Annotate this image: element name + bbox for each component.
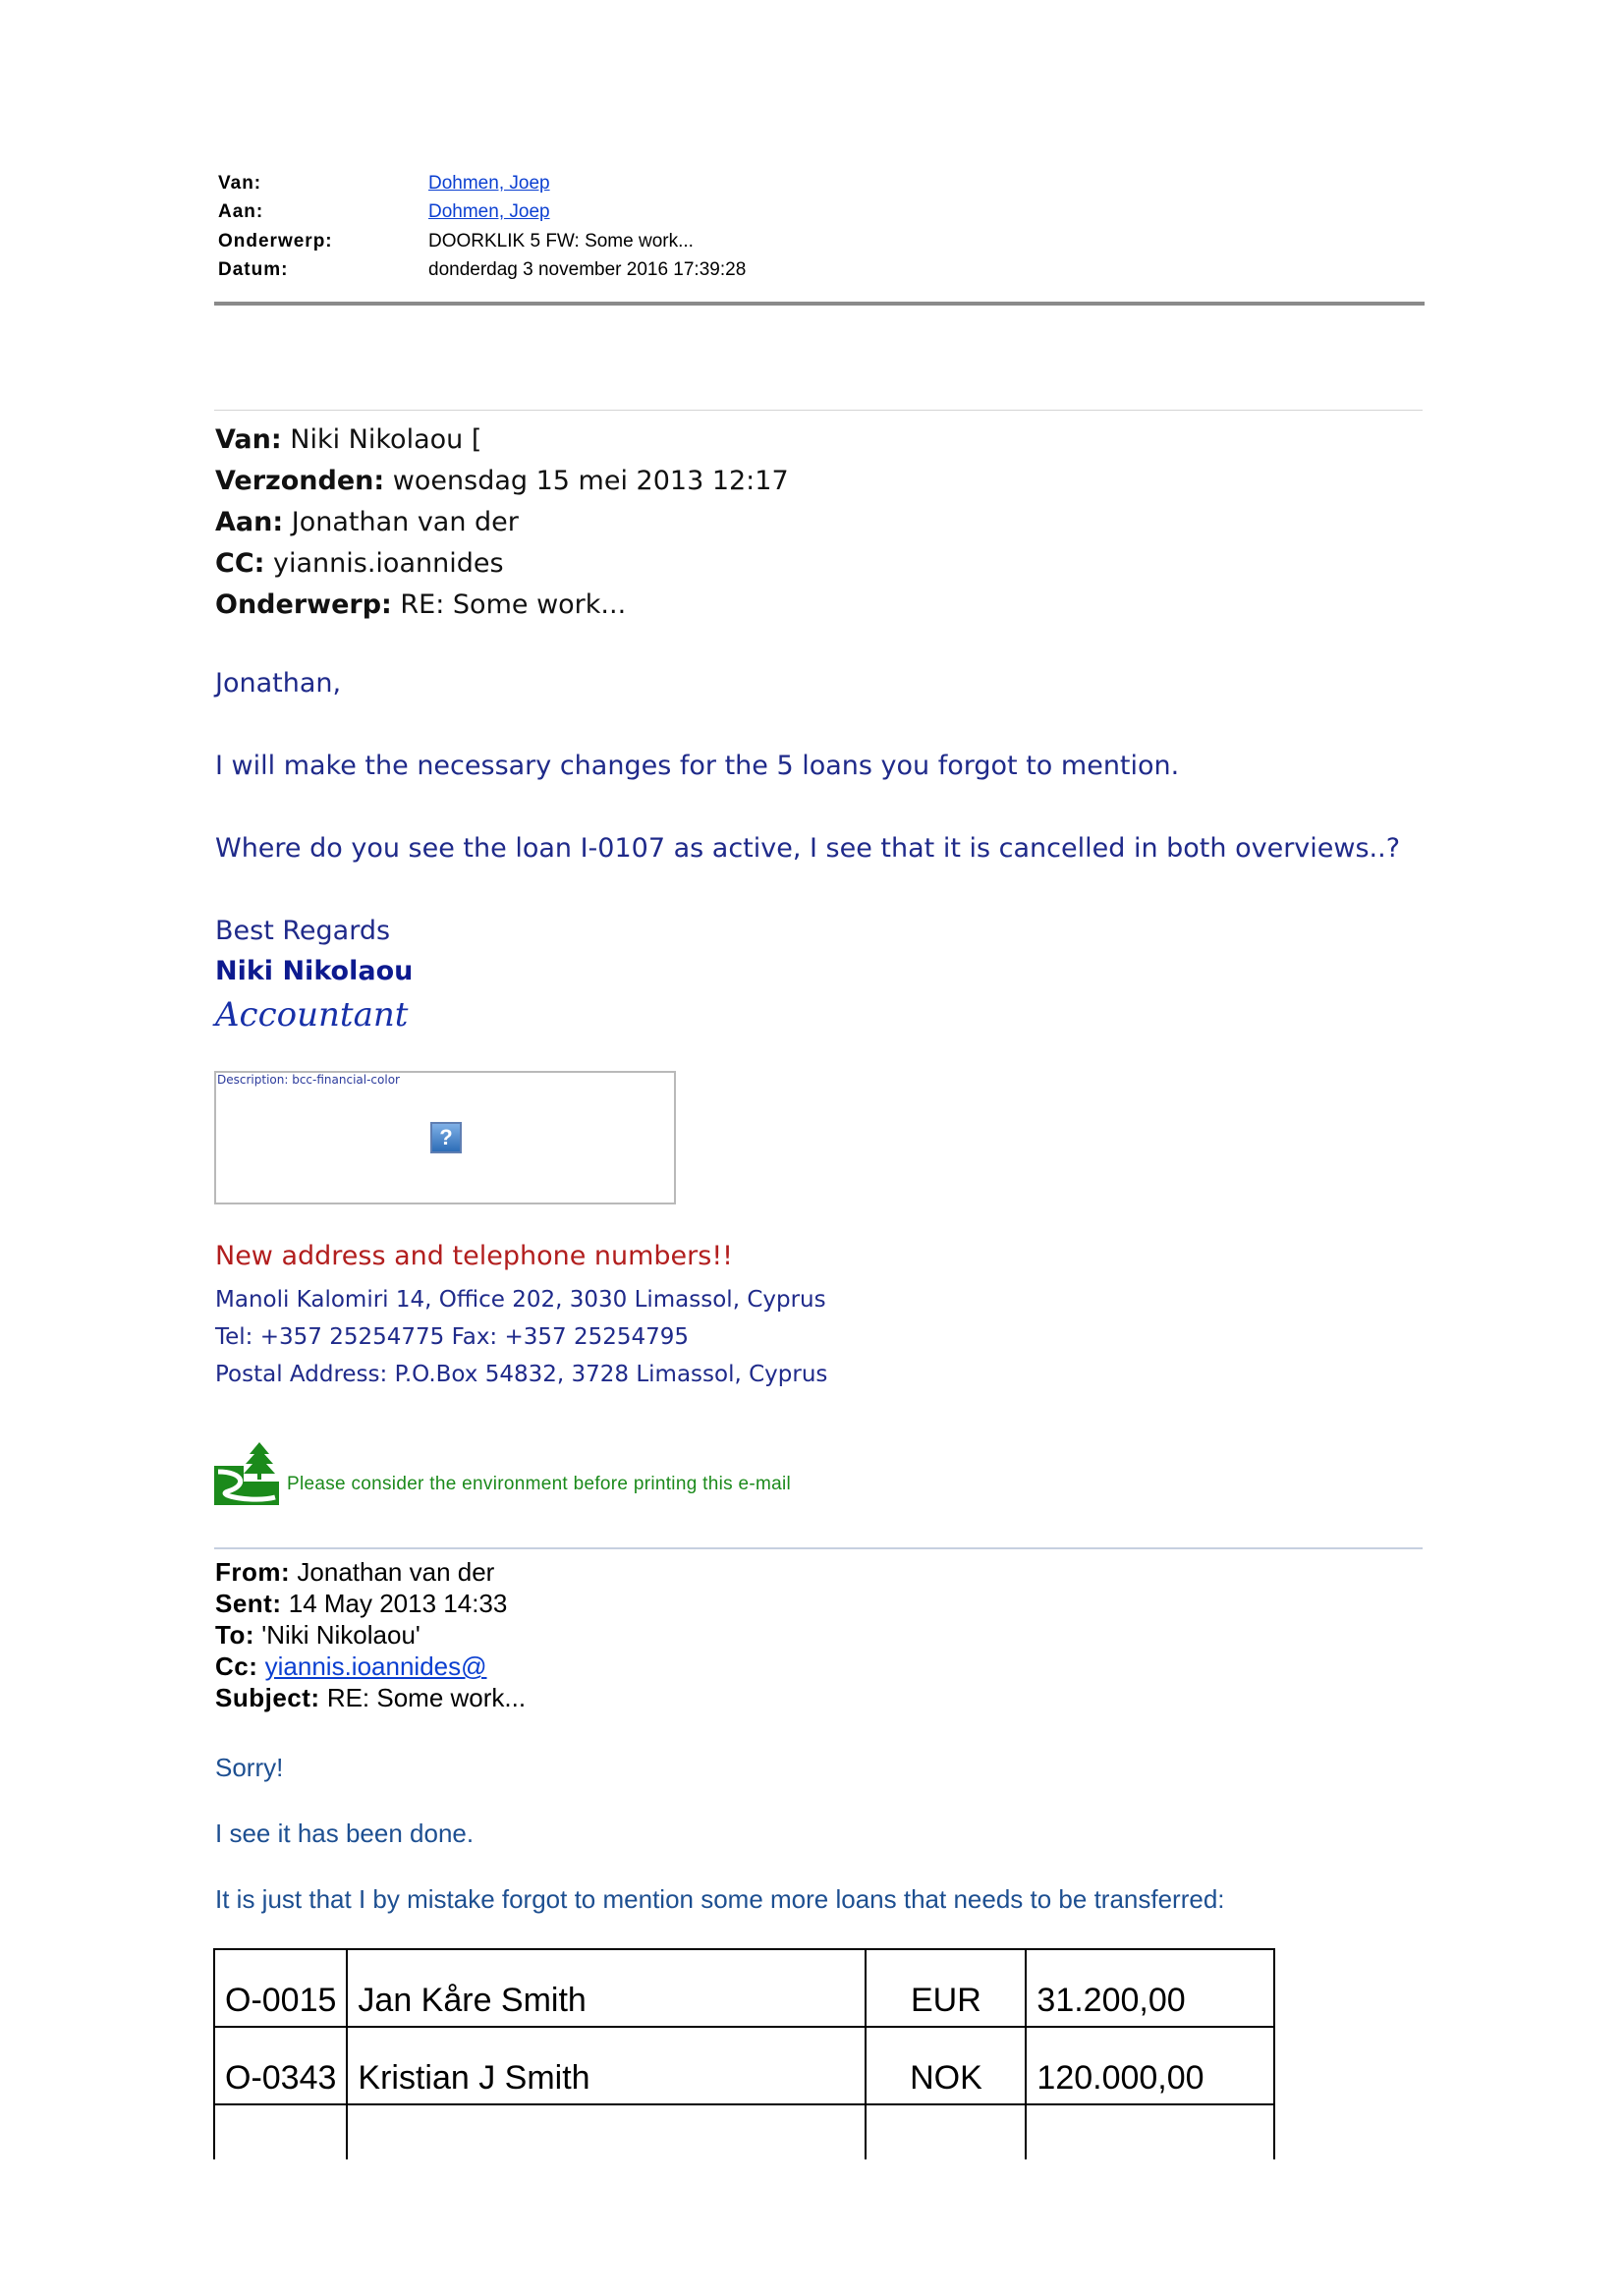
table-row <box>214 2027 1274 2104</box>
loan-id: O-0343 <box>214 2027 347 2104</box>
field-value: RE: Some work... <box>326 1683 527 1712</box>
field-label: Subject: <box>215 1683 320 1712</box>
reply-closing: Best Regards <box>215 916 391 946</box>
field-value: RE: Some work... <box>400 589 627 620</box>
header-label: Van: <box>218 173 262 194</box>
header-label: Datum: <box>218 259 289 280</box>
broken-image-question-icon: ? <box>430 1122 462 1153</box>
table-row <box>214 2104 1274 2159</box>
reply-field-cc <box>215 543 504 585</box>
postal-line: Postal Address: P.O.Box 54832, 3728 Limassol, Cyprus <box>215 1362 828 1387</box>
header-date-value: donderdag 3 november 2016 17:39:28 <box>428 259 747 280</box>
original-paragraph: It is just that I by mistake forgot to mention some more loans that needs to be transferred: <box>215 1884 1225 1914</box>
loan-currency <box>866 2104 1026 2159</box>
reply-field-subject <box>215 585 626 626</box>
original-field-subject <box>215 1682 526 1713</box>
loan-name: Kristian J Smith <box>347 2027 866 2104</box>
field-label: Aan: <box>215 507 284 537</box>
original-paragraph: I see it has been done. <box>215 1819 475 1848</box>
loan-id <box>214 2104 347 2159</box>
loan-id: O-0015 <box>214 1949 347 2027</box>
original-field-cc <box>215 1651 487 1682</box>
field-value: 'Niki Nikolaou' <box>261 1620 420 1650</box>
field-label: To: <box>215 1620 254 1650</box>
header-label: Aan: <box>218 201 264 222</box>
loan-name: Jan Kåre Smith <box>347 1949 866 2027</box>
header-subject-value: DOORKLIK 5 FW: Some work... <box>428 231 694 252</box>
loan-amount: 31.200,00 <box>1026 1949 1274 2027</box>
field-label: CC: <box>215 548 265 579</box>
header-label: Onderwerp: <box>218 231 333 252</box>
cc-email-link[interactable]: yiannis.ioannides@ <box>264 1651 487 1681</box>
field-value: yiannis.ioannides <box>273 548 504 579</box>
field-value: Jonathan van der <box>297 1557 495 1587</box>
original-paragraph: Sorry! <box>215 1753 284 1782</box>
original-divider <box>214 1547 1423 1549</box>
loan-currency: NOK <box>866 2027 1026 2104</box>
loan-amount: 120.000,00 <box>1026 2027 1274 2104</box>
loan-currency: EUR <box>866 1949 1026 2027</box>
field-value: Niki Nikolaou [ <box>290 424 482 455</box>
field-label: Cc: <box>215 1651 258 1681</box>
field-value: woensdag 15 mei 2013 12:17 <box>392 466 789 496</box>
loan-name <box>347 2104 866 2159</box>
table-row <box>214 1949 1274 2027</box>
reply-field-to <box>215 502 519 543</box>
reply-field-sent <box>215 461 789 502</box>
header-divider <box>214 302 1425 306</box>
reply-field-from <box>215 420 481 461</box>
signature-name: Niki Nikolaou <box>215 956 414 986</box>
address-line: Manoli Kalomiri 14, Office 202, 3030 Limassol, Cyprus <box>215 1287 826 1313</box>
tree-road-icon <box>214 1442 283 1505</box>
phone-line: Tel: +357 25254775 Fax: +357 25254795 <box>215 1324 690 1350</box>
environment-notice: Please consider the environment before printing this e-mail <box>287 1474 792 1494</box>
loans-table <box>213 1948 1275 2159</box>
field-label: Sent: <box>215 1589 282 1618</box>
loan-amount <box>1026 2104 1274 2159</box>
image-description: Description: bcc-financial-color <box>217 1073 400 1087</box>
signature-title: Accountant <box>215 995 409 1035</box>
original-field-to <box>215 1619 420 1651</box>
field-label: Verzonden: <box>215 466 385 496</box>
reply-paragraph: I will make the necessary changes for the 5 loans you forgot to mention. <box>215 751 1180 781</box>
original-field-from <box>215 1556 494 1588</box>
original-field-sent <box>215 1588 507 1619</box>
header-from-link[interactable]: Dohmen, Joep <box>428 173 550 194</box>
reply-divider <box>214 410 1423 411</box>
header-to-link[interactable]: Dohmen, Joep <box>428 201 550 222</box>
field-label: Onderwerp: <box>215 589 392 620</box>
company-logo-placeholder <box>214 1071 676 1204</box>
address-notice: New address and telephone numbers!! <box>215 1241 733 1271</box>
reply-paragraph: Where do you see the loan I-0107 as active, I see that it is cancelled in both overviews..? <box>215 833 1401 864</box>
field-value: 14 May 2013 14:33 <box>288 1589 508 1618</box>
field-value: Jonathan van der <box>291 507 519 537</box>
field-label: Van: <box>215 424 282 455</box>
reply-greeting: Jonathan, <box>215 668 342 699</box>
field-label: From: <box>215 1557 291 1587</box>
